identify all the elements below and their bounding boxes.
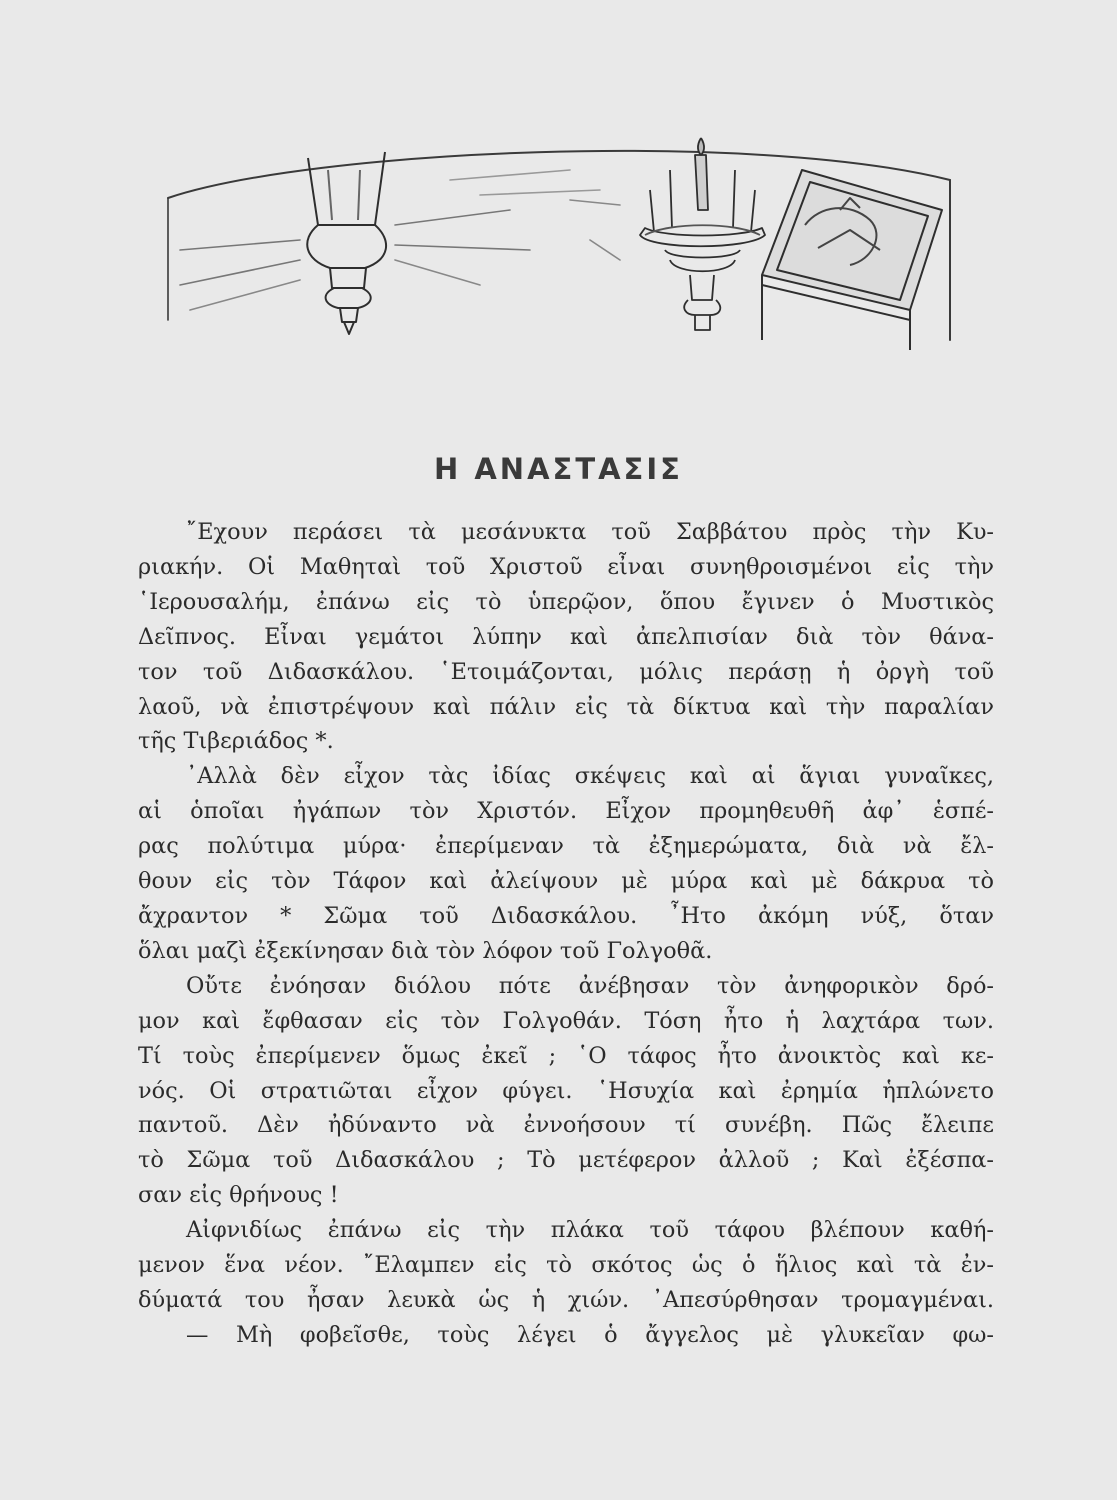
- text-line: τον τοῦ Διδασκάλου. ῾Ετοιμάζονται, μόλις περάσῃ ἡ ὀργὴ τοῦ: [138, 658, 994, 685]
- text-line: μον καὶ ἔφθασαν εἰς τὸν Γολγοθάν. Τόση ἦτο ἡ λαχτάρα των.: [138, 1007, 994, 1034]
- text-line: θουν εἰς τὸν Τάφον καὶ ἀλείψουν μὲ μύρα καὶ μὲ δάκρυα τὸ: [138, 868, 994, 895]
- text-line: Τί τοὺς ἐπερίμενεν ὅμως ἐκεῖ ; ῾Ο τάφος ἦτο ἀνοικτὸς καὶ κε-: [138, 1042, 994, 1069]
- hanging-oil-lamp-icon: [307, 152, 386, 334]
- text-line: Οὔτε ἐνόησαν διόλου πότε ἀνέβησαν τὸν ἀνηφορικὸν δρό-: [186, 972, 994, 999]
- text-line: μενον ἕνα νέον. ῎Ελαμπεν εἰς τὸ σκότος ὡς ὁ ἥλιος καὶ τὰ ἐν-: [138, 1252, 994, 1279]
- text-line: νός. Οἱ στρατιῶται εἶχον φύγει. ῾Ησυχία καὶ ἐρημία ἡπλώνετο: [138, 1077, 994, 1104]
- text-line: σαν εἰς θρήνους !: [138, 1182, 339, 1209]
- text-line: δύματά του ἦσαν λευκὰ ὡς ἡ χιών. ᾿Απεσύρθησαν τρομαγμέναι.: [138, 1286, 994, 1313]
- text-line: ἄχραντον * Σῶμα τοῦ Διδασκάλου. ῏Ητο ἀκόμη νύξ, ὅταν: [138, 902, 994, 929]
- text-line: τῆς Τιβεριάδος *.: [138, 728, 334, 755]
- text-line: — Μὴ φοβεῖσθε, τοὺς λέγει ὁ ἄγγελος μὲ γλυκεῖαν φω-: [186, 1321, 994, 1348]
- icon-stand-icon: [762, 170, 942, 350]
- paragraph-1: [138, 515, 994, 759]
- text-line: αἱ ὁποῖαι ἠγάπων τὸν Χριστόν. Εἶχον προμηθευθῆ ἀφ᾽ ἑσπέ-: [138, 798, 994, 825]
- text-line: ὅλαι μαζὶ ἐξεκίνησαν διὰ τὸν λόφον τοῦ Γολγοθᾶ.: [138, 937, 713, 964]
- page-title: Η ΑΝΑΣΤΑΣΙΣ: [434, 452, 683, 486]
- text-line: Αἰφνιδίως ἐπάνω εἰς τὴν πλάκα τοῦ τάφου βλέπουν καθή-: [186, 1217, 994, 1244]
- candelabrum-icon: [640, 138, 765, 330]
- text-line: παντοῦ. Δὲν ἠδύναντο νὰ ἐννοήσουν τί συνέβη. Πῶς ἔλειπε: [138, 1112, 994, 1139]
- text-line: ᾿Αλλὰ δὲν εἶχον τὰς ἰδίας σκέψεις καὶ αἱ ἅγιαι γυναῖκες,: [186, 763, 994, 790]
- easter-church-interior-illustration: [150, 110, 970, 360]
- text-line: τὸ Σῶμα τοῦ Διδασκάλου ; Τὸ μετέφερον ἀλλοῦ ; Καὶ ἐξέσπα-: [138, 1147, 994, 1174]
- paragraph-4: [138, 1213, 994, 1353]
- paragraph-3: [138, 969, 994, 1213]
- text-line: λαοῦ, νὰ ἐπιστρέψουν καὶ πάλιν εἰς τὰ δίκτυα καὶ τὴν παραλίαν: [138, 693, 994, 720]
- text-line: ρας πολύτιμα μύρα· ἐπερίμεναν τὰ ἐξημερώματα, διὰ νὰ ἔλ-: [138, 833, 994, 860]
- body-text: [138, 515, 994, 1353]
- text-line: ῎Εχουν περάσει τὰ μεσάνυκτα τοῦ Σαββάτου πρὸς τὴν Κυ-: [186, 519, 994, 545]
- text-line: Δεῖπνος. Εἶναι γεμάτοι λύπην καὶ ἀπελπισίαν διὰ τὸν θάνα-: [138, 623, 994, 650]
- text-line: ῾Ιερουσαλήμ, ἐπάνω εἰς τὸ ὑπερῷον, ὅπου ἔγινεν ὁ Μυστικὸς: [138, 588, 994, 615]
- text-line: ριακήν. Οἱ Μαθηταὶ τοῦ Χριστοῦ εἶναι συνηθροισμένοι εἰς τὴν: [138, 553, 994, 580]
- paragraph-2: [138, 759, 994, 968]
